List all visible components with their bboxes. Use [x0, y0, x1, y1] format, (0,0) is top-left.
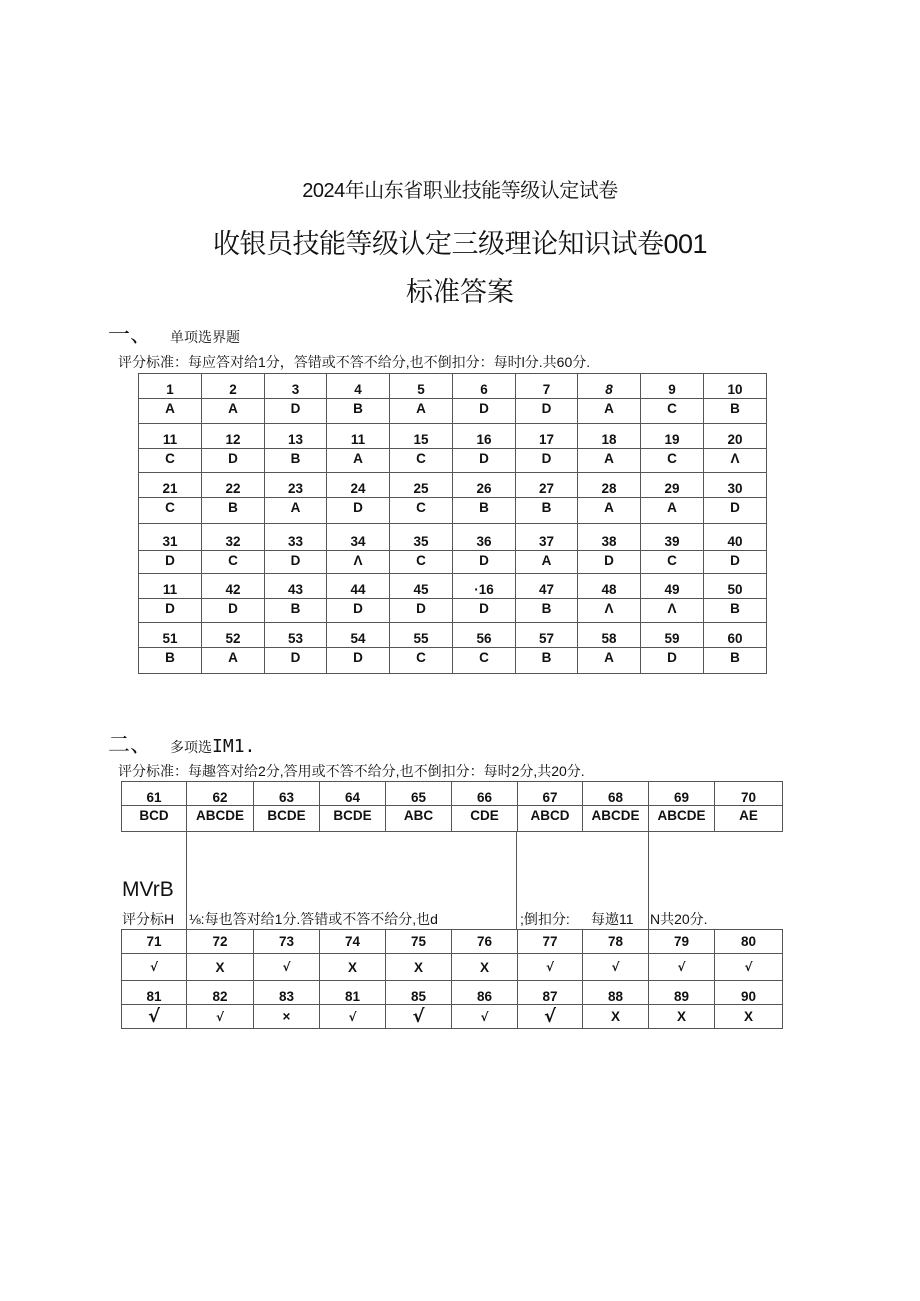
answer-cell: A — [578, 498, 641, 524]
question-number: ·16 — [453, 574, 516, 599]
table-row — [122, 782, 783, 806]
answer-cell: C — [139, 449, 202, 473]
criteria-text: ⅛:每也答对给1分.答错或不答不给分,也d — [189, 911, 438, 927]
question-number: 63 — [254, 782, 320, 806]
answer-cell: B — [704, 648, 767, 674]
question-number: 34 — [327, 524, 390, 551]
table-row — [139, 551, 767, 574]
answer-cell: × — [254, 1005, 320, 1029]
question-number: 11 — [139, 424, 202, 449]
answer-cell: D — [202, 599, 265, 623]
answer-cell: D — [265, 399, 327, 424]
question-number: 88 — [583, 981, 649, 1005]
answer-cell: √ — [583, 954, 649, 981]
answer-cell: D — [390, 599, 453, 623]
question-number: 90 — [715, 981, 783, 1005]
table-row — [139, 374, 767, 399]
answer-cell: D — [516, 449, 578, 473]
question-number: 54 — [327, 623, 390, 648]
section1-criteria: 评分标准：每应答对给1分，答错或不答不给分,也不倒扣分：每时l分.共60分. — [118, 354, 591, 370]
table-row — [122, 806, 783, 832]
answer-cell: C — [390, 551, 453, 574]
answer-cell: BCDE — [320, 806, 386, 832]
answer-cell: ABCD — [518, 806, 583, 832]
answer-cell: D — [578, 551, 641, 574]
answer-cell: BCDE — [254, 806, 320, 832]
answer-cell: ABCDE — [187, 806, 254, 832]
answer-cell: D — [453, 449, 516, 473]
answer-cell: D — [139, 599, 202, 623]
answer-cell: A — [265, 498, 327, 524]
question-number: 75 — [386, 930, 452, 954]
answer-cell: BCD — [122, 806, 187, 832]
question-number: 7 — [516, 374, 578, 399]
question-number: 13 — [265, 424, 327, 449]
answer-cell: ABC — [386, 806, 452, 832]
answer-cell: √ — [386, 1005, 452, 1029]
answer-cell: D — [265, 551, 327, 574]
answer-cell: D — [453, 599, 516, 623]
answer-cell: A — [139, 399, 202, 424]
answer-cell: D — [327, 498, 390, 524]
question-number: 87 — [518, 981, 583, 1005]
question-number: 72 — [187, 930, 254, 954]
answer-cell: D — [265, 648, 327, 674]
question-number: 3 — [265, 374, 327, 399]
answer-cell: A — [327, 449, 390, 473]
answer-cell: √ — [452, 1005, 518, 1029]
question-number: 35 — [390, 524, 453, 551]
answer-cell: √ — [187, 1005, 254, 1029]
answer-cell: Λ — [641, 599, 704, 623]
section1-title: 单项选界题 — [170, 329, 241, 345]
question-number: 85 — [386, 981, 452, 1005]
table-row — [122, 954, 783, 981]
answer-cell: C — [390, 498, 453, 524]
question-number: 40 — [704, 524, 767, 551]
question-number: 5 — [390, 374, 453, 399]
section3-answer-table — [121, 929, 783, 1029]
table-row — [139, 623, 767, 648]
answer-cell: B — [265, 449, 327, 473]
question-number: 60 — [704, 623, 767, 648]
question-number: 42 — [202, 574, 265, 599]
question-number: 58 — [578, 623, 641, 648]
question-number: 30 — [704, 473, 767, 498]
answer-cell: D — [704, 498, 767, 524]
answer-cell: √ — [122, 1005, 187, 1029]
question-number: 33 — [265, 524, 327, 551]
answer-cell: √ — [122, 954, 187, 981]
question-number: 24 — [327, 473, 390, 498]
question-number: 11 — [327, 424, 390, 449]
section2-criteria: 评分标准：每趣答对给2分,答用或不答不给分,也不倒扣分：每时2分,共20分. — [118, 763, 585, 779]
question-number: 70 — [715, 782, 783, 806]
question-number: 64 — [320, 782, 386, 806]
question-number: 23 — [265, 473, 327, 498]
answer-cell: B — [704, 599, 767, 623]
answer-cell: B — [453, 498, 516, 524]
section2-heading — [108, 728, 255, 759]
answer-cell: C — [139, 498, 202, 524]
answer-cell: B — [516, 599, 578, 623]
table-row — [139, 574, 767, 599]
question-number: 20 — [704, 424, 767, 449]
question-number: 15 — [390, 424, 453, 449]
answer-cell: A — [202, 648, 265, 674]
criteria-text: N共20分. — [650, 911, 708, 927]
question-number: 65 — [386, 782, 452, 806]
answer-cell: A — [202, 399, 265, 424]
question-number: 11 — [139, 574, 202, 599]
question-number: 25 — [390, 473, 453, 498]
section1-number: 一、 — [108, 322, 153, 347]
question-number: 80 — [715, 930, 783, 954]
question-number: 81 — [122, 981, 187, 1005]
question-number: 19 — [641, 424, 704, 449]
question-number: 57 — [516, 623, 578, 648]
divider-line — [648, 832, 649, 929]
answer-cell: √ — [649, 954, 715, 981]
question-number: 67 — [518, 782, 583, 806]
answer-cell: √ — [320, 1005, 386, 1029]
answer-cell: C — [641, 551, 704, 574]
question-number: 21 — [139, 473, 202, 498]
answer-cell: ABCDE — [649, 806, 715, 832]
answer-cell: X — [649, 1005, 715, 1029]
answer-cell: X — [715, 1005, 783, 1029]
question-number: 12 — [202, 424, 265, 449]
question-number: 78 — [583, 930, 649, 954]
question-number: 53 — [265, 623, 327, 648]
answer-cell: ABCDE — [583, 806, 649, 832]
question-number: 26 — [453, 473, 516, 498]
question-number: 18 — [578, 424, 641, 449]
question-number: 28 — [578, 473, 641, 498]
question-number: 45 — [390, 574, 453, 599]
question-number: 27 — [516, 473, 578, 498]
question-number: 9 — [641, 374, 704, 399]
answer-cell: C — [641, 449, 704, 473]
section3-criteria-part1 — [122, 909, 174, 929]
criteria-text: 评分标H — [122, 911, 175, 927]
answer-cell: B — [327, 399, 390, 424]
question-number: 79 — [649, 930, 715, 954]
section2-number: 二、 — [108, 732, 153, 757]
answer-cell: B — [202, 498, 265, 524]
question-number: 82 — [187, 981, 254, 1005]
section2-answer-table — [121, 781, 783, 832]
answer-cell: AE — [715, 806, 783, 832]
answer-cell: X — [386, 954, 452, 981]
answer-cell: X — [452, 954, 518, 981]
exam-title-line3: 标准答案 — [406, 277, 514, 307]
answer-cell: D — [327, 648, 390, 674]
answer-cell: B — [516, 498, 578, 524]
answer-cell: A — [641, 498, 704, 524]
table-row — [139, 524, 767, 551]
table-row — [122, 981, 783, 1005]
section3-criteria-part2 — [189, 909, 438, 929]
criteria-text: ;倒扣分: — [520, 911, 570, 927]
question-number: 29 — [641, 473, 704, 498]
table-row — [139, 498, 767, 524]
question-number: 81 — [320, 981, 386, 1005]
question-number: 22 — [202, 473, 265, 498]
section1-answer-table — [138, 373, 767, 674]
question-number: 69 — [649, 782, 715, 806]
question-number: 2 — [202, 374, 265, 399]
answer-cell: C — [453, 648, 516, 674]
question-number: 66 — [452, 782, 518, 806]
table-row — [139, 473, 767, 498]
answer-cell: C — [390, 449, 453, 473]
answer-cell: D — [139, 551, 202, 574]
question-number: 39 — [641, 524, 704, 551]
question-number: 77 — [518, 930, 583, 954]
answer-cell: D — [704, 551, 767, 574]
answer-cell: C — [641, 399, 704, 424]
question-number: 55 — [390, 623, 453, 648]
answer-cell: A — [516, 551, 578, 574]
question-number: 47 — [516, 574, 578, 599]
answer-cell: B — [265, 599, 327, 623]
question-number: 6 — [453, 374, 516, 399]
question-number: 49 — [641, 574, 704, 599]
answer-cell: D — [327, 599, 390, 623]
exam-title-line2: 收银员技能等级认定三级理论知识试卷001 — [212, 229, 708, 259]
question-number: 73 — [254, 930, 320, 954]
answer-cell: √ — [518, 1005, 583, 1029]
question-number: 61 — [122, 782, 187, 806]
answer-cell: D — [453, 399, 516, 424]
answer-cell: B — [704, 399, 767, 424]
answer-cell: A — [578, 449, 641, 473]
question-number: 83 — [254, 981, 320, 1005]
answer-cell: D — [202, 449, 265, 473]
question-number: 36 — [453, 524, 516, 551]
answer-cell: B — [139, 648, 202, 674]
answer-cell: X — [583, 1005, 649, 1029]
table-row — [122, 930, 783, 954]
answer-cell: D — [516, 399, 578, 424]
answer-cell: D — [641, 648, 704, 674]
answer-cell: Λ — [578, 599, 641, 623]
answer-cell: A — [578, 648, 641, 674]
criteria-text: 每遨11 — [591, 911, 634, 927]
question-number: 17 — [516, 424, 578, 449]
question-number: 32 — [202, 524, 265, 551]
answer-cell: √ — [254, 954, 320, 981]
section3-criteria-part3 — [520, 909, 570, 929]
table-row — [139, 599, 767, 623]
answer-cell: √ — [518, 954, 583, 981]
question-number: 16 — [453, 424, 516, 449]
table-row — [139, 648, 767, 674]
section1-heading — [108, 318, 240, 349]
table-row — [139, 424, 767, 449]
question-number: 50 — [704, 574, 767, 599]
question-number: 44 — [327, 574, 390, 599]
question-number: 4 — [327, 374, 390, 399]
section3-criteria-part4 — [591, 909, 634, 929]
question-number: 31 — [139, 524, 202, 551]
question-number: 74 — [320, 930, 386, 954]
question-number: 51 — [139, 623, 202, 648]
section2-title: 多项选 — [170, 739, 213, 755]
answer-cell: √ — [715, 954, 783, 981]
answer-cell: X — [320, 954, 386, 981]
question-number: 48 — [578, 574, 641, 599]
question-number: 10 — [704, 374, 767, 399]
table-row — [139, 449, 767, 473]
answer-cell: A — [390, 399, 453, 424]
answer-cell: A — [578, 399, 641, 424]
exam-title-line1: 2024年山东省职业技能等级认定试卷 — [302, 180, 618, 202]
answer-cell: D — [453, 551, 516, 574]
question-number: 38 — [578, 524, 641, 551]
question-number: 37 — [516, 524, 578, 551]
question-number: 62 — [187, 782, 254, 806]
question-number: 52 — [202, 623, 265, 648]
answer-cell: X — [187, 954, 254, 981]
divider-line — [186, 832, 187, 929]
question-number: 76 — [452, 930, 518, 954]
answer-cell: C — [202, 551, 265, 574]
question-number: 8 — [578, 374, 641, 399]
answer-cell: C — [390, 648, 453, 674]
question-number: 56 — [453, 623, 516, 648]
divider-line — [516, 832, 517, 929]
table-row — [122, 1005, 783, 1029]
answer-cell: Λ — [704, 449, 767, 473]
section3-heading: MVrB — [122, 878, 174, 901]
question-number: 71 — [122, 930, 187, 954]
question-number: 68 — [583, 782, 649, 806]
answer-cell: B — [516, 648, 578, 674]
question-number: 86 — [452, 981, 518, 1005]
question-number: 43 — [265, 574, 327, 599]
section3-criteria-part5 — [650, 909, 708, 929]
answer-cell: Λ — [327, 551, 390, 574]
answer-cell: CDE — [452, 806, 518, 832]
question-number: 89 — [649, 981, 715, 1005]
question-number: 59 — [641, 623, 704, 648]
question-number: 1 — [139, 374, 202, 399]
table-row — [139, 399, 767, 424]
section2-title-garbled: IM1. — [212, 736, 256, 757]
